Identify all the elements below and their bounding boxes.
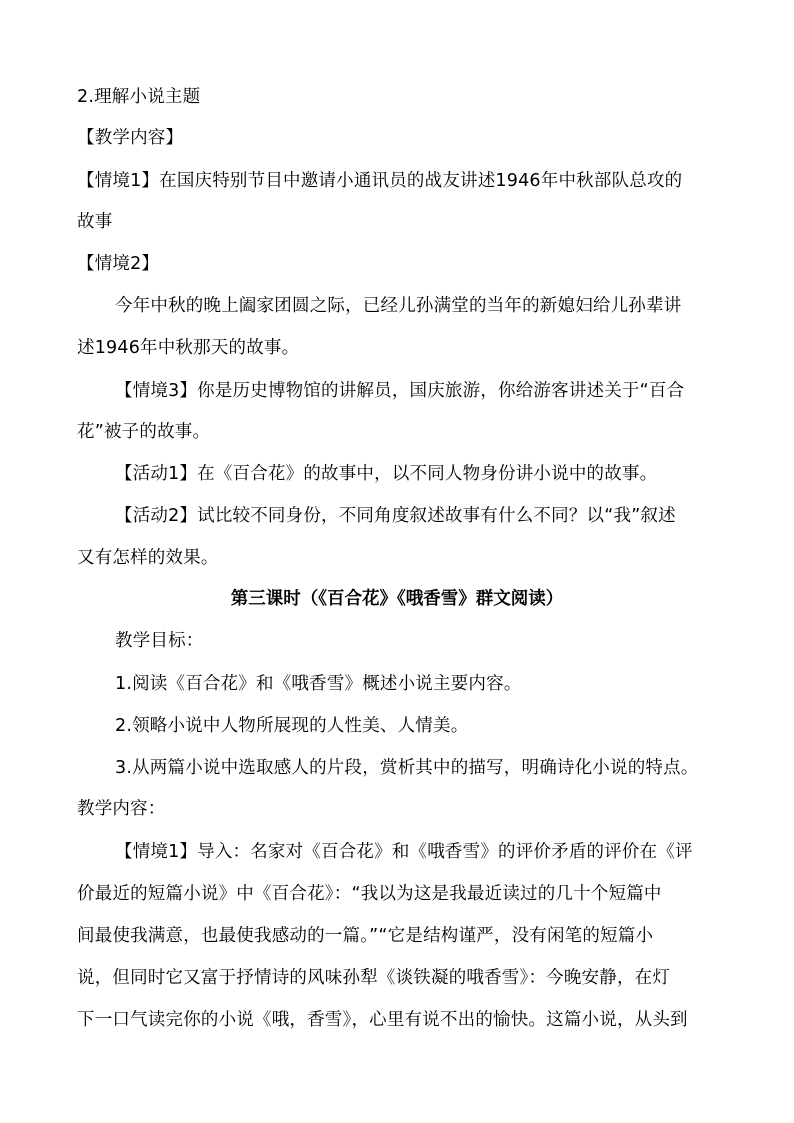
goal-3: 3.从两篇小说中选取感人的片段，赏析其中的描写，明确诗化小说的特点。	[115, 758, 699, 778]
teaching-content-label: 【教学内容】	[77, 128, 184, 148]
teaching-content-label-2: 教学内容：	[77, 799, 166, 819]
scenario-3-line-2: 花”被子的故事。	[77, 422, 211, 442]
scenario-1-line-1: 【情境1】在国庆特别节目中邀请小通讯员的战友讲述1946年中秋部队总攻的	[77, 171, 683, 191]
scenario-2-label: 【情境2】	[77, 254, 160, 274]
scenario-intro-line-2: 价最近的短篇小说》中《百合花》：“我以为这是我最近读过的几十个短篇中	[77, 884, 662, 904]
scenario-intro-line-3: 间最使我满意，也最使我感动的一篇。”“它是结构谨严，没有闲笔的短篇小	[77, 926, 654, 946]
scenario-2-line-1: 今年中秋的晚上阖家团圆之际，已经儿孙满堂的当年的新媳妇给儿孙辈讲	[115, 296, 682, 316]
goal-1: 1.阅读《百合花》和《哦香雪》概述小说主要内容。	[115, 674, 522, 694]
activity-1: 【活动1】在《百合花》的故事中，以不同人物身份讲小说中的故事。	[115, 464, 658, 484]
activity-2-line-2: 又有怎样的效果。	[77, 548, 219, 568]
goal-2: 2.领略小说中人物所展现的人性美、人情美。	[115, 716, 469, 736]
teaching-goals-label: 教学目标：	[115, 631, 204, 651]
lesson-3-heading: 第三课时（《百合花》《哦香雪》群文阅读）	[230, 589, 564, 609]
scenario-1-line-2: 故事	[77, 212, 113, 232]
scenario-intro-line-4: 说，但同时它又富于抒情诗的风味孙犁《谈铁凝的哦香雪》：今晚安静，在灯	[77, 968, 671, 988]
scenario-2-line-2: 述1946年中秋那天的故事。	[77, 338, 300, 358]
scenario-intro-line-5: 下一口气读完你的小说《哦，香雪》，心里有说不出的愉快。这篇小说，从头到	[77, 1010, 688, 1030]
scenario-3-line-1: 【情境3】你是历史博物馆的讲解员，国庆旅游，你给游客讲述关于“百合	[115, 381, 685, 401]
scenario-intro-line-1: 【情境1】导入：名家对《百合花》和《哦香雪》的评价矛盾的评价在《评	[115, 842, 693, 862]
activity-2-line-1: 【活动2】试比较不同身份，不同角度叙述故事有什么不同？以“我”叙述	[115, 506, 676, 526]
section-title-understand-theme: 2.理解小说主题	[77, 87, 201, 107]
